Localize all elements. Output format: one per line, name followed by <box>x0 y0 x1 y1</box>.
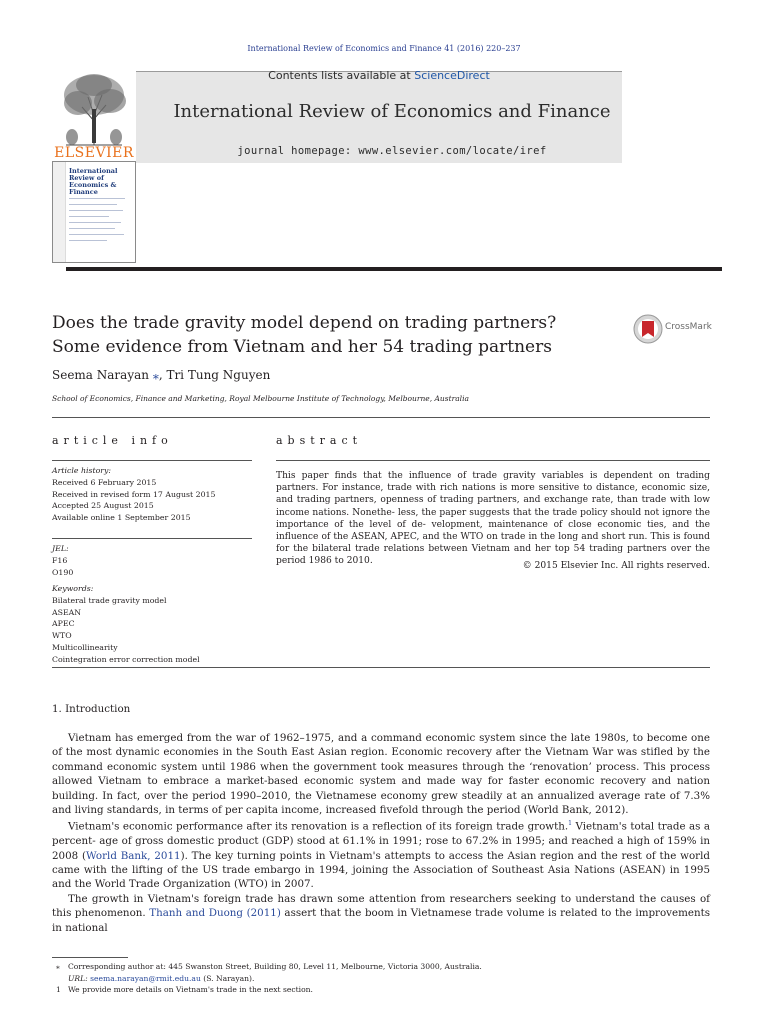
cover-text-line <box>69 204 117 205</box>
cover-text-line <box>69 210 123 211</box>
title-line-2: Some evidence from Vietnam and her 54 trading partners <box>52 337 552 357</box>
author-email-link[interactable]: seema.narayan@rmit.edu.au <box>90 973 201 983</box>
cover-title: International Review of Economics & Finance <box>69 167 118 196</box>
tree-icon <box>52 71 136 147</box>
jel-label: JEL: <box>52 544 69 553</box>
crossmark-badge[interactable] <box>632 313 712 345</box>
keyword: ASEAN <box>52 607 82 617</box>
sciencedirect-link[interactable]: ScienceDirect <box>414 69 490 82</box>
journal-cover-thumbnail[interactable] <box>52 161 136 263</box>
paragraph-text: ). The key turning points in Vietnam's attempts to access the Asian region and the rest of the world came with the lifting of the US trade embargo in 1994, joining the Association of Southeast Asia Nations (ASEAN) in 1995 and the World Trade Organization (WTO) in 2007. <box>52 849 710 891</box>
url-label: URL: <box>68 973 88 983</box>
citation-link[interactable]: Thanh and Duong (2011) <box>149 907 281 920</box>
citation-link[interactable]: World Bank, 2011 <box>86 849 181 862</box>
footnote-mark: 1 <box>56 985 61 994</box>
footnote <box>56 984 656 996</box>
author-name[interactable]: , Tri Tung Nguyen <box>158 368 271 382</box>
keyword: APEC <box>52 619 75 629</box>
author-name[interactable]: Seema Narayan <box>52 368 149 382</box>
author-list <box>52 368 270 382</box>
keyword: Cointegration error correction model <box>52 654 200 664</box>
footnote-ref[interactable]: 1 <box>568 820 572 828</box>
cover-spine <box>53 162 66 262</box>
paragraph-text: The growth in Vietnam's foreign trade has drawn some attention from researchers seeking to understand the causes of this phenomenon. <box>52 892 710 920</box>
keyword: Bilateral trade gravity model <box>52 595 167 605</box>
journal-homepage[interactable]: journal homepage: www.elsevier.com/locate/iref <box>237 145 547 157</box>
title-line-1: Does the trade gravity model depend on trading partners? <box>52 313 557 333</box>
cover-text-line <box>69 198 125 199</box>
history-item: Received in revised form 17 August 2015 <box>52 489 216 499</box>
footnote-text: We provide more details on Vietnam's trade in the next section. <box>68 985 313 994</box>
paragraph-text: assert that the boom in Vietnamese trade volume is related to the improvements in national <box>52 907 711 934</box>
cover-text-line <box>69 228 115 229</box>
info-divider <box>52 538 252 539</box>
article-title <box>52 311 612 359</box>
elsevier-logo <box>52 71 136 161</box>
copyright-notice: © 2015 Elsevier Inc. All rights reserved. <box>522 561 710 571</box>
crossmark-label: CrossMark <box>665 322 712 332</box>
section-divider <box>52 417 710 418</box>
history-item: Accepted 25 August 2015 <box>52 501 154 511</box>
footnote-mark: ⁎ <box>56 962 60 971</box>
abstract-heading: abstract <box>276 434 363 447</box>
keyword: WTO <box>52 631 72 641</box>
contents-line <box>136 69 622 82</box>
journal-title: International Review of Economics and Finance <box>173 101 611 122</box>
article-history <box>52 465 252 524</box>
contents-prefix: Contents lists available at <box>268 69 415 82</box>
paragraph <box>52 817 710 891</box>
paragraph-text: Vietnam's economic performance after its renovation is a reflection of its foreign trade growth. <box>68 820 569 833</box>
article-info-heading: article info <box>52 434 173 447</box>
abstract-text: This paper finds that the influence of trade gravity variables is dependent on trading partners. For instance, trade with rich nations is more sensitive to distance, economic size, and trading partners, openness of trading partners, and exchange rate, than trade with low income nations. Nonethe- less, the paper suggests that the trade policy should not ignore the importance of the level of de- velopment, maintenance of close economic ties, and the influence of the ASEAN, APEC, and the WTO on trade in the long and short run. This is found for the bilateral trade relations between Vietnam and her top 54 trading partners over the period 1986 to 2010. <box>276 471 710 567</box>
info-divider <box>52 460 252 461</box>
footnote-divider <box>52 957 128 958</box>
history-item: Available online 1 September 2015 <box>52 513 191 523</box>
jel-code: O190 <box>52 567 74 577</box>
footnote <box>56 973 656 985</box>
section-divider <box>52 667 710 668</box>
jel-code: F16 <box>52 555 68 565</box>
paragraph <box>52 892 710 935</box>
body-text <box>52 731 710 935</box>
footnote <box>56 961 656 973</box>
author-affiliation: School of Economics, Finance and Marketing, Royal Melbourne Institute of Technology, Melbourne, Australia <box>52 394 469 403</box>
journal-citation[interactable]: International Review of Economics and Finance 41 (2016) 220–237 <box>247 44 521 53</box>
footnote-text: (S. Narayan). <box>200 973 255 983</box>
cover-text-line <box>69 240 107 241</box>
cover-text-line <box>69 234 124 235</box>
header-divider <box>66 267 722 271</box>
elsevier-wordmark: ELSEVIER <box>54 145 134 161</box>
footnotes <box>56 961 656 996</box>
keyword: Multicollinearity <box>52 642 118 652</box>
cover-text-line <box>69 216 109 217</box>
history-item: Received 6 February 2015 <box>52 477 157 487</box>
corresponding-author-mark[interactable]: ⁎ <box>152 368 159 382</box>
jel-codes <box>52 543 252 578</box>
history-label: Article history: <box>52 466 112 475</box>
abstract-divider <box>276 460 710 461</box>
keywords-list <box>52 583 252 666</box>
crossmark-icon <box>632 313 664 345</box>
footnote-text: Corresponding author at: 445 Swanston Street, Building 80, Level 11, Melbourne, Victoria 3000, Australia. <box>68 962 482 971</box>
cover-text-line <box>69 222 121 223</box>
paragraph-text: Vietnam's total trade as a percent- age of gross domestic product (GDP) stood at 61.1% in 1991; rose to 67.2% in 1995; and reached a high of 159% in 2008 ( <box>52 820 710 862</box>
keywords-label: Keywords: <box>52 584 94 593</box>
section-heading-introduction: 1. Introduction <box>52 703 131 715</box>
paragraph: Vietnam has emerged from the war of 1962–1975, and a command economic system since the late 1980s, to become one of the most dynamic economies in the South East Asian region. Economic recovery after the Vietnam War was stifled by the command economic system until 1986 when the government took measures through the ‘renovation’ process. This process allowed Vietnam to embrace a market-based economic system and made way for faster economic recovery and nation building. In fact, over the period 1990–2010, the Vietnamese economy grew steadily at an annualized average rate of 7.3% and living standards, in terms of per capita income, increased fivefold through the period (World Bank, 2012). <box>52 732 710 817</box>
